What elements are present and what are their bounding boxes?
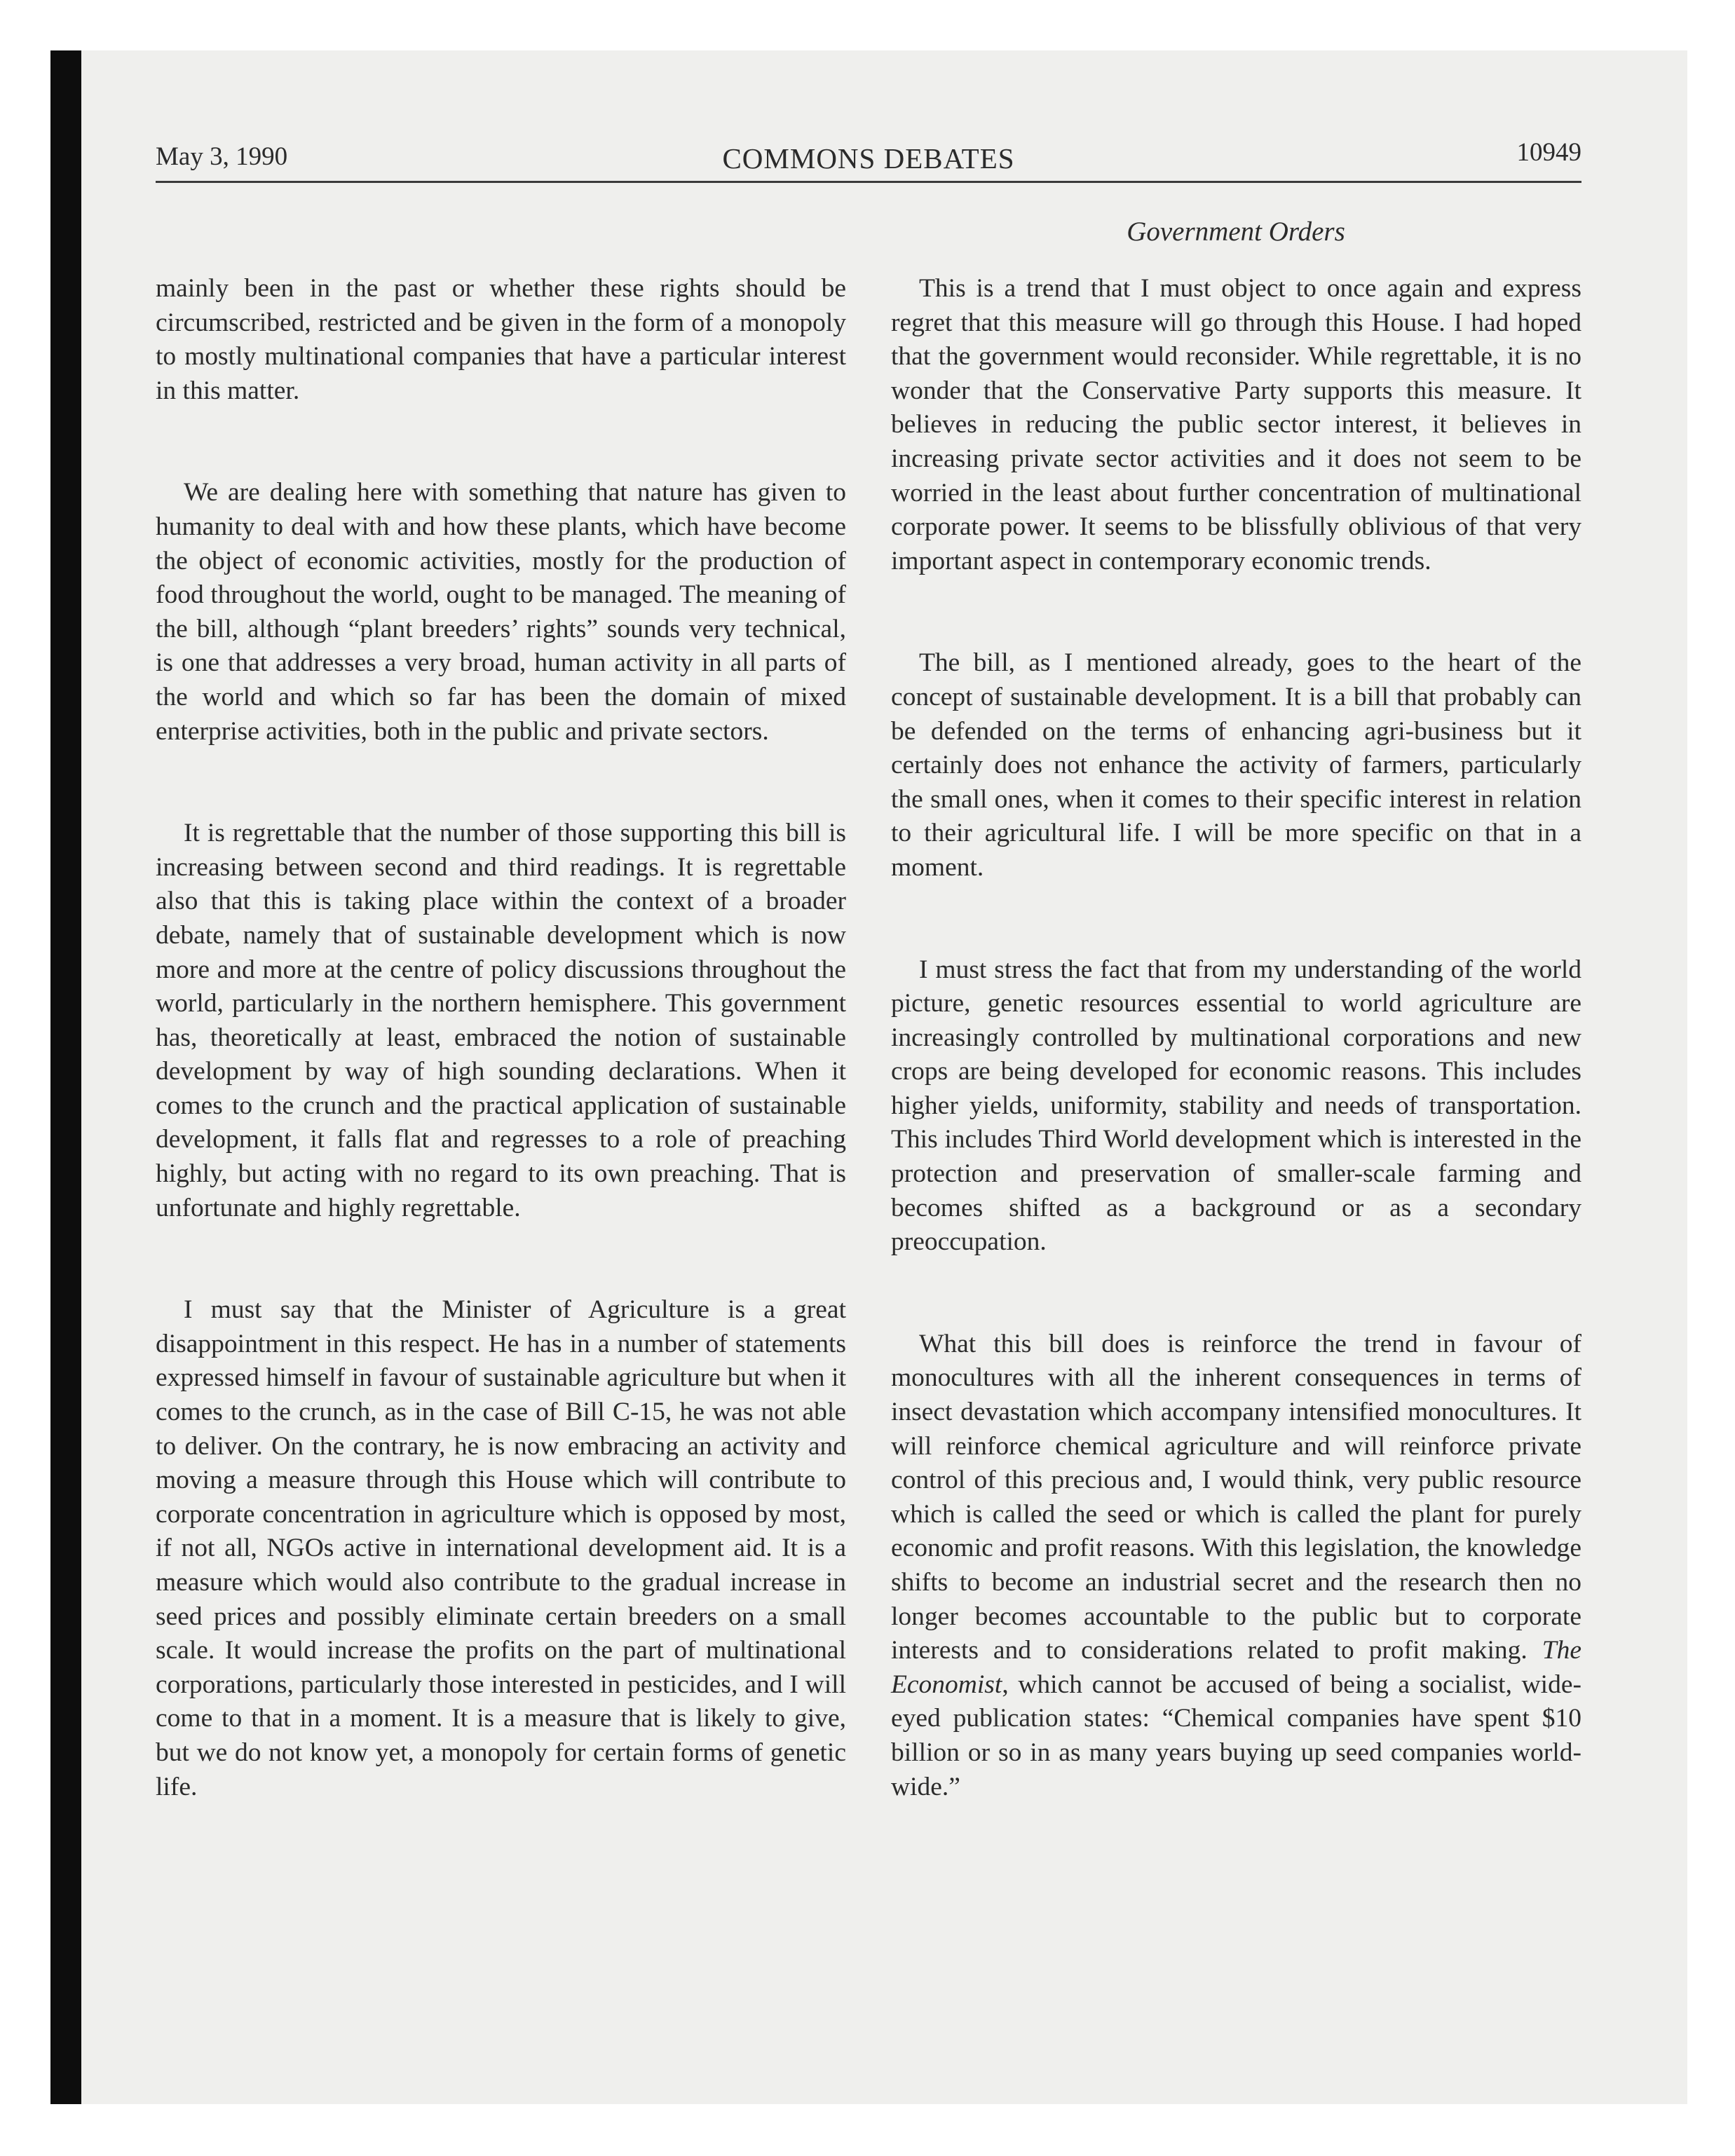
header-title: COMMONS DEBATES: [722, 142, 1015, 175]
binding-shadow: [50, 50, 81, 2104]
header-rule: [156, 181, 1581, 183]
paragraph-text: What this bill does is reinforce the trend in favour of monocultures with all the inherent consequences in terms of insect devastation which accompany intensified monocultures. It will reinforce chemical agriculture and will reinforce private control of this precious and, I would think, very public resource which is called the seed or which is called the plant for purely economic and profit reasons. With this legislation, the knowledge shifts to become an industrial secret and the research then no longer becomes accountable to the public but to corporate interests and to considerations related to profit making.: [891, 1329, 1581, 1665]
paragraph: I must say that the Minister of Agriculture is a great disappointment in this respect. He has in a number of statements expressed himself in favour of sustainable agriculture but when it comes to the crunch, as in the case of Bill C-15, he was not able to deliver. On the contrary, he is now embracing an activity and moving a measure through this House which will contribute to corporate concentration in agriculture which is opposed by most, if not all, NGOs active in international development aid. It is a measure which would also contribute to the gradual increase in seed prices and possibly eliminate certain breeders on a small scale. It would increase the profits on the part of multinational corporations, particularly those interested in pesticides, and I will come to that in a moment. It is a measure that is likely to give, but we do not know yet, a monopoly for certain forms of genetic life.: [156, 1295, 846, 1801]
paragraph: This is a trend that I must object to once again and express regret that this measure will go through this House. I had hoped that the government would reconsider. While regrettable, it is no wonder that the Conservative Party supports this measure. It believes in reducing the public sector interest, it believes in increasing private sector activities and it does not seem to be worried in the least about further concentration of multinational corporate power. It seems to be blissfully oblivious of that very important aspect in contemporary economic trends.: [891, 274, 1581, 575]
header-date: May 3, 1990: [156, 142, 288, 171]
publication-title: The Economist: [891, 1636, 1581, 1699]
paragraph: It is regrettable that the number of those supporting this bill is increasing between second and third readings. It is regrettable also that this is taking place within the context of a broader debate, namely that of sustainable development which is now more and more at the centre of policy discussions throughout the world, particularly in the northern hemisphere. This government has, theoretically at least, embraced the notion of sustainable development by way of high sounding declarations. When it comes to the crunch and the practical application of sustainable development, it falls flat and regresses to a role of preaching highly, but acting with no regard to its own preaching. That is unfortunate and highly regrettable.: [156, 819, 846, 1222]
right-column: [891, 272, 1581, 1804]
paragraph: I must stress the fact that from my understanding of the world picture, genetic resources essential to world agriculture are increasingly controlled by multinational corporations and new crops are being developed for economic reasons. This includes higher yields, uniformity, stability and needs of transportation. This includes Third World development which is interested in the protection and preservation of smaller-scale farming and becomes shifted as a background or as a secondary preoccupation.: [891, 955, 1581, 1257]
paragraph: mainly been in the past or whether these rights should be circumscribed, restricted and be given in the form of a monopoly to mostly multinational companies that have a particular interest in this matter.: [156, 274, 846, 405]
paragraph-text: , which cannot be accused of being a socialist, wide-eyed publication states: “Chemical companies have spent $10 billion or so in as many years buying up seed companies world-wide.”: [891, 1670, 1581, 1801]
left-column: [156, 272, 846, 1804]
running-head: [156, 137, 1581, 179]
page-number: 10949: [1516, 138, 1581, 167]
section-label: Government Orders: [1127, 217, 1345, 247]
paragraph: [891, 1328, 1581, 1804]
paragraph: We are dealing here with something that nature has given to humanity to deal with and how these plants, which have become the object of economic activities, mostly for the production of food throughout the world, ought to be managed. The meaning of the bill, although “plant breeders’ rights” sounds very technical, is one that addresses a very broad, human activity in all parts of the world and which so far has been the domain of mixed enterprise activities, both in the public and private sectors.: [156, 478, 846, 746]
paragraph: The bill, as I mentioned already, goes to the heart of the concept of sustainable development. It is a bill that probably can be defended on the terms of enhancing agri-business but it certainly does not enhance the activity of farmers, particularly the small ones, when it comes to their specific interest in relation to their agricultural life. I will be more specific on that in a moment.: [891, 648, 1581, 882]
